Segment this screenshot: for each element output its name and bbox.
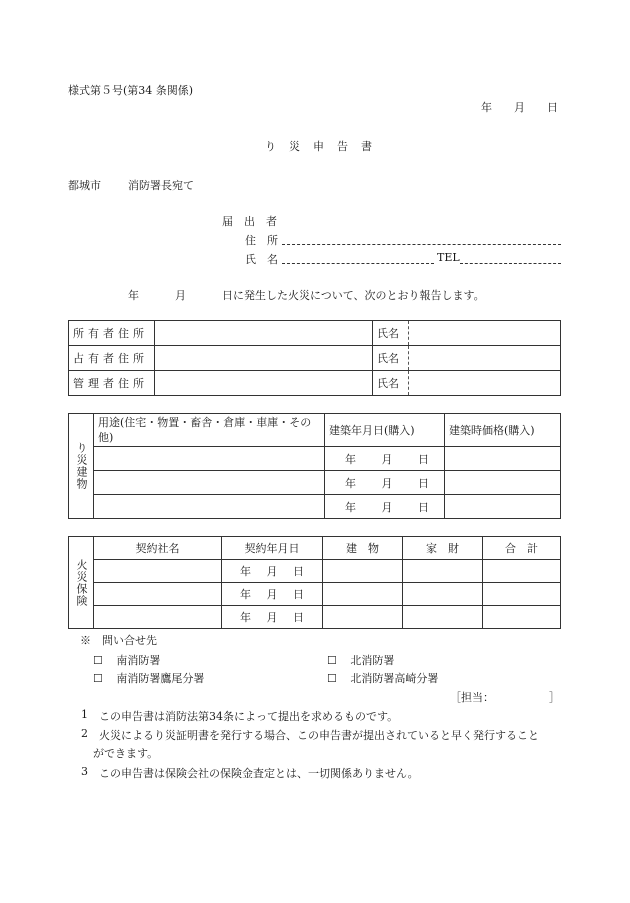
contract-date-cell[interactable] xyxy=(222,583,323,606)
total-cell[interactable] xyxy=(483,583,561,606)
building-cell[interactable] xyxy=(323,606,403,629)
manager-address-cell[interactable] xyxy=(155,371,373,396)
year-text: 年 xyxy=(345,500,356,514)
manager-name-label: 氏名 xyxy=(373,371,409,396)
contract-date-cell[interactable] xyxy=(222,560,323,583)
notifier-label: 届 出 者 xyxy=(222,215,277,228)
occupant-name-cell[interactable] xyxy=(409,346,561,371)
total-cell[interactable] xyxy=(483,606,561,629)
price-cell[interactable] xyxy=(445,471,561,495)
use-cell[interactable] xyxy=(94,447,325,471)
table-row xyxy=(69,606,561,629)
name-label: 氏 名 xyxy=(245,253,278,266)
date-month-label: 月 xyxy=(514,101,525,114)
use-cell[interactable] xyxy=(94,495,325,519)
option-kita-takazaki[interactable] xyxy=(327,670,438,686)
checkbox-icon[interactable]: ☐ xyxy=(93,654,103,667)
insurance-side-label: 火災保険 xyxy=(69,537,94,629)
insurance-table xyxy=(68,536,561,629)
total-header: 合 計 xyxy=(483,537,561,560)
note-text: この申告書は消防法第34条によって提出を求めるものです。 xyxy=(99,710,399,723)
owner-name-cell[interactable] xyxy=(409,321,561,346)
day-text: 日 xyxy=(293,611,304,624)
price-header: 建築時価格(購入) xyxy=(445,414,561,447)
tel-label: TEL xyxy=(437,251,460,264)
option-label: 北消防署 xyxy=(350,654,395,667)
total-cell[interactable] xyxy=(483,560,561,583)
building-side-label: り災建物 xyxy=(69,414,94,519)
month-text: 月 xyxy=(381,500,393,514)
table-row xyxy=(69,495,561,519)
occupant-address-cell[interactable] xyxy=(155,346,373,371)
company-cell[interactable] xyxy=(94,583,222,606)
owner-address-label: 所有者住所 xyxy=(69,321,155,346)
checkbox-icon[interactable]: ☐ xyxy=(327,654,337,667)
form-number: 様式第５号(第34 条関係) xyxy=(68,84,194,97)
note-number: 1 xyxy=(81,708,88,721)
month-text: 月 xyxy=(266,588,278,601)
option-kita[interactable] xyxy=(327,652,394,668)
name-field[interactable] xyxy=(282,263,434,264)
building-cell[interactable] xyxy=(323,560,403,583)
company-cell[interactable] xyxy=(94,560,222,583)
building-header: 建 物 xyxy=(323,537,403,560)
year-text: 年 xyxy=(345,452,356,466)
date-day-label: 日 xyxy=(547,101,558,114)
year-text: 年 xyxy=(240,565,251,578)
built-date-cell[interactable] xyxy=(325,471,445,495)
table-row xyxy=(69,471,561,495)
built-date-cell[interactable] xyxy=(325,447,445,471)
day-text: 日 xyxy=(293,565,304,578)
addressee-city: 都城市 xyxy=(68,179,101,192)
table-row xyxy=(69,371,561,396)
building-cell[interactable] xyxy=(323,583,403,606)
year-text: 年 xyxy=(345,476,356,490)
owner-address-cell[interactable] xyxy=(155,321,373,346)
option-label: 北消防署高崎分署 xyxy=(350,672,439,685)
owner-name-label: 氏名 xyxy=(373,321,409,346)
occupant-name-label: 氏名 xyxy=(373,346,409,371)
month-text: 月 xyxy=(381,476,393,490)
option-label: 南消防署鷹尾分署 xyxy=(116,672,205,685)
form-title: り 災 申 告 書 xyxy=(265,140,373,153)
built-date-header: 建築年月日(購入) xyxy=(325,414,445,447)
address-label: 住 所 xyxy=(245,234,278,247)
table-row xyxy=(69,414,561,447)
day-text: 日 xyxy=(418,500,429,514)
property-header: 家 財 xyxy=(403,537,483,560)
owner-table xyxy=(68,320,561,396)
company-header: 契約社名 xyxy=(94,537,222,560)
date-year-label: 年 xyxy=(481,101,492,114)
staff-open: ［担当： xyxy=(450,691,494,704)
tel-field[interactable] xyxy=(460,263,561,264)
note-number: 3 xyxy=(81,765,88,778)
note-number: 2 xyxy=(81,727,88,740)
property-cell[interactable] xyxy=(403,560,483,583)
month-text: 月 xyxy=(266,611,278,624)
price-cell[interactable] xyxy=(445,447,561,471)
manager-name-cell[interactable] xyxy=(409,371,561,396)
statement-month: 月 xyxy=(175,289,186,302)
manager-address-label: 管理者住所 xyxy=(69,371,155,396)
option-label: 南消防署 xyxy=(116,654,161,667)
option-minami-takao[interactable] xyxy=(93,670,204,686)
checkbox-icon[interactable]: ☐ xyxy=(93,672,103,685)
statement-text: 日に発生した火災について、次のとおり報告します。 xyxy=(222,289,485,302)
month-text: 月 xyxy=(381,452,393,466)
company-cell[interactable] xyxy=(94,606,222,629)
price-cell[interactable] xyxy=(445,495,561,519)
year-text: 年 xyxy=(240,588,251,601)
option-minami[interactable] xyxy=(93,652,160,668)
address-field[interactable] xyxy=(282,244,561,245)
occupant-address-label: 占有者住所 xyxy=(69,346,155,371)
inquiry-title: ※ 問い合せ先 xyxy=(80,634,157,647)
table-row xyxy=(69,346,561,371)
contract-date-header: 契約年月日 xyxy=(222,537,323,560)
day-text: 日 xyxy=(293,588,304,601)
table-row xyxy=(69,537,561,560)
use-cell[interactable] xyxy=(94,471,325,495)
note-text: 火災によるり災証明書を発行する場合、この申告書が提出されていると早く発行すること xyxy=(99,729,539,742)
staff-close: ］ xyxy=(549,691,560,704)
checkbox-icon[interactable]: ☐ xyxy=(327,672,337,685)
day-text: 日 xyxy=(418,452,429,466)
addressee-office: 消防署長宛て xyxy=(128,179,194,192)
use-header: 用途(住宅・物置・畜舎・倉庫・車庫・その他) xyxy=(94,414,325,447)
property-cell[interactable] xyxy=(403,606,483,629)
table-row xyxy=(69,560,561,583)
table-row xyxy=(69,321,561,346)
statement-year: 年 xyxy=(128,289,139,302)
building-table xyxy=(68,413,561,519)
note-text-continued: ができます。 xyxy=(93,747,159,760)
month-text: 月 xyxy=(266,565,278,578)
year-text: 年 xyxy=(240,611,251,624)
day-text: 日 xyxy=(418,476,429,490)
property-cell[interactable] xyxy=(403,583,483,606)
table-row xyxy=(69,583,561,606)
note-text: この申告書は保険会社の保険金査定とは、一切関係ありません。 xyxy=(99,767,419,780)
contract-date-cell[interactable] xyxy=(222,606,323,629)
built-date-cell[interactable] xyxy=(325,495,445,519)
table-row xyxy=(69,447,561,471)
